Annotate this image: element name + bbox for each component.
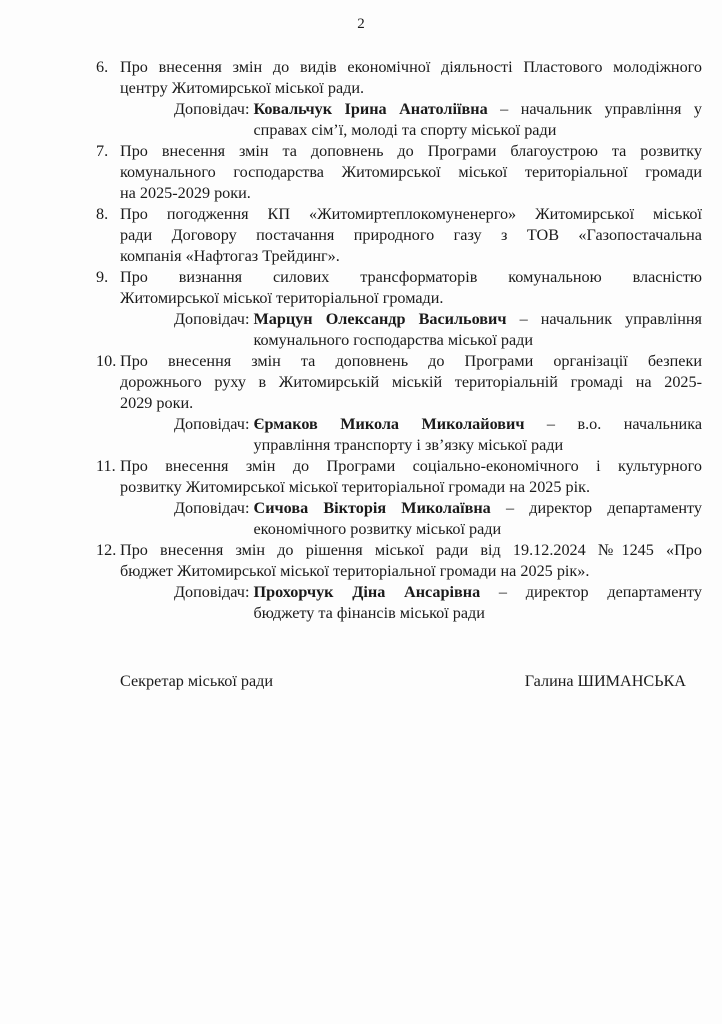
- speaker-label: Доповідач:: [174, 499, 250, 517]
- speaker-name: Ковальчук Ірина Анатоліївна: [253, 100, 488, 118]
- speaker-name: Сичова Вікторія Миколаївна: [253, 499, 491, 517]
- item-text: [120, 141, 702, 204]
- agenda-item: [96, 456, 702, 498]
- speaker-role: – начальник управління: [506, 310, 702, 328]
- signatory-name: Галина ШИМАНСЬКА: [524, 672, 686, 690]
- item-line: комунального господарства Житомирської міської територіальної громади: [120, 163, 702, 181]
- item-number: 10.: [96, 352, 117, 370]
- item-line: центру Житомирської міської ради.: [120, 79, 365, 97]
- item-line: Житомирської міської територіальної громади.: [120, 289, 444, 307]
- item-line: бюджет Житомирської міської територіальної громади на 2025 рік».: [120, 562, 590, 580]
- speaker-label: Доповідач:: [174, 100, 250, 118]
- speaker-block: [96, 582, 702, 624]
- item-text: [120, 540, 702, 582]
- speaker-name: Єрмаков Микола Миколайович: [253, 415, 525, 433]
- item-text: [120, 456, 702, 498]
- speaker-role-continued: бюджету та фінансів міської ради: [253, 604, 485, 622]
- agenda-item: [96, 540, 702, 582]
- speaker-label: Доповідач:: [174, 310, 250, 328]
- item-line: ради Договору постачання природного газу з ТОВ «Газопостачальна: [120, 226, 702, 244]
- item-number: 6.: [96, 58, 109, 76]
- speaker-block: [96, 309, 702, 351]
- signature-block: [120, 672, 686, 691]
- speaker-name: Прохорчук Діна Ансарівна: [253, 583, 481, 601]
- page-number: 2: [357, 16, 365, 32]
- speaker-role-continued: управління транспорту і зв’язку міської ради: [253, 436, 564, 454]
- speaker-details: [254, 414, 703, 456]
- item-number: 9.: [96, 268, 109, 286]
- item-line: на 2025-2029 роки.: [120, 184, 251, 202]
- agenda-item: [96, 351, 702, 414]
- speaker-details: [254, 309, 703, 351]
- signatory-position: Секретар міської ради: [120, 672, 274, 690]
- speaker-line: [254, 309, 703, 330]
- speaker-label: Доповідач:: [174, 415, 250, 433]
- item-line: Про внесення змін до видів економічної діяльності Пластового молодіжного: [120, 58, 702, 76]
- item-text: [120, 267, 702, 309]
- speaker-line: [254, 414, 703, 435]
- speaker-role: – начальник управління у: [487, 100, 702, 118]
- agenda-item: [96, 267, 702, 309]
- agenda-item: [96, 57, 702, 99]
- item-line: Про внесення змін та доповнень до Програми організації безпеки: [120, 352, 702, 370]
- speaker-line: [254, 99, 703, 120]
- item-number: 11.: [96, 457, 116, 475]
- item-line: розвитку Житомирської міської територіальної громади на 2025 рік.: [120, 478, 591, 496]
- speaker-block: [96, 498, 702, 540]
- speaker-role: – директор департаменту: [480, 583, 703, 601]
- item-text: [120, 57, 702, 99]
- item-line: Про внесення змін до Програми соціально-економічного і культурного: [120, 457, 702, 475]
- item-line: Про погодження КП «Житомиртеплокомуненерго» Житомирської міської: [120, 205, 702, 223]
- speaker-role-continued: комунального господарства міської ради: [253, 331, 534, 349]
- item-line: компанія «Нафтогаз Трейдинг».: [120, 247, 340, 265]
- speaker-role: – директор департаменту: [490, 499, 702, 517]
- speaker-line: [254, 498, 703, 519]
- agenda-list: [96, 57, 702, 624]
- speaker-details: [254, 99, 703, 141]
- item-number: 8.: [96, 205, 109, 223]
- item-line: Про внесення змін до рішення міської ради від 19.12.2024 №1245 «Про: [120, 541, 702, 559]
- agenda-item: [96, 141, 702, 204]
- speaker-details: [254, 582, 703, 624]
- item-number: 7.: [96, 142, 109, 160]
- speaker-block: [96, 99, 702, 141]
- speaker-role-continued: економічного розвитку міської ради: [253, 520, 502, 538]
- agenda-item: [96, 204, 702, 267]
- item-line: дорожнього руху в Житомирській міській територіальній громаді на 2025-: [120, 373, 702, 391]
- speaker-name: Марцун Олександр Васильович: [253, 310, 507, 328]
- item-text: [120, 204, 702, 267]
- speaker-role: – в.о. начальника: [524, 415, 703, 433]
- speaker-role-continued: справах сім’ї, молоді та спорту міської ради: [253, 121, 557, 139]
- speaker-details: [254, 498, 703, 540]
- item-line: Про визнання силових трансформаторів комунальною власністю: [120, 268, 702, 286]
- speaker-line: [254, 582, 703, 603]
- item-text: [120, 351, 702, 414]
- speaker-label: Доповідач:: [174, 583, 250, 601]
- item-number: 12.: [96, 541, 117, 559]
- item-line: 2029 роки.: [120, 394, 194, 412]
- speaker-block: [96, 414, 702, 456]
- item-line: Про внесення змін та доповнень до Програми благоустрою та розвитку: [120, 142, 702, 160]
